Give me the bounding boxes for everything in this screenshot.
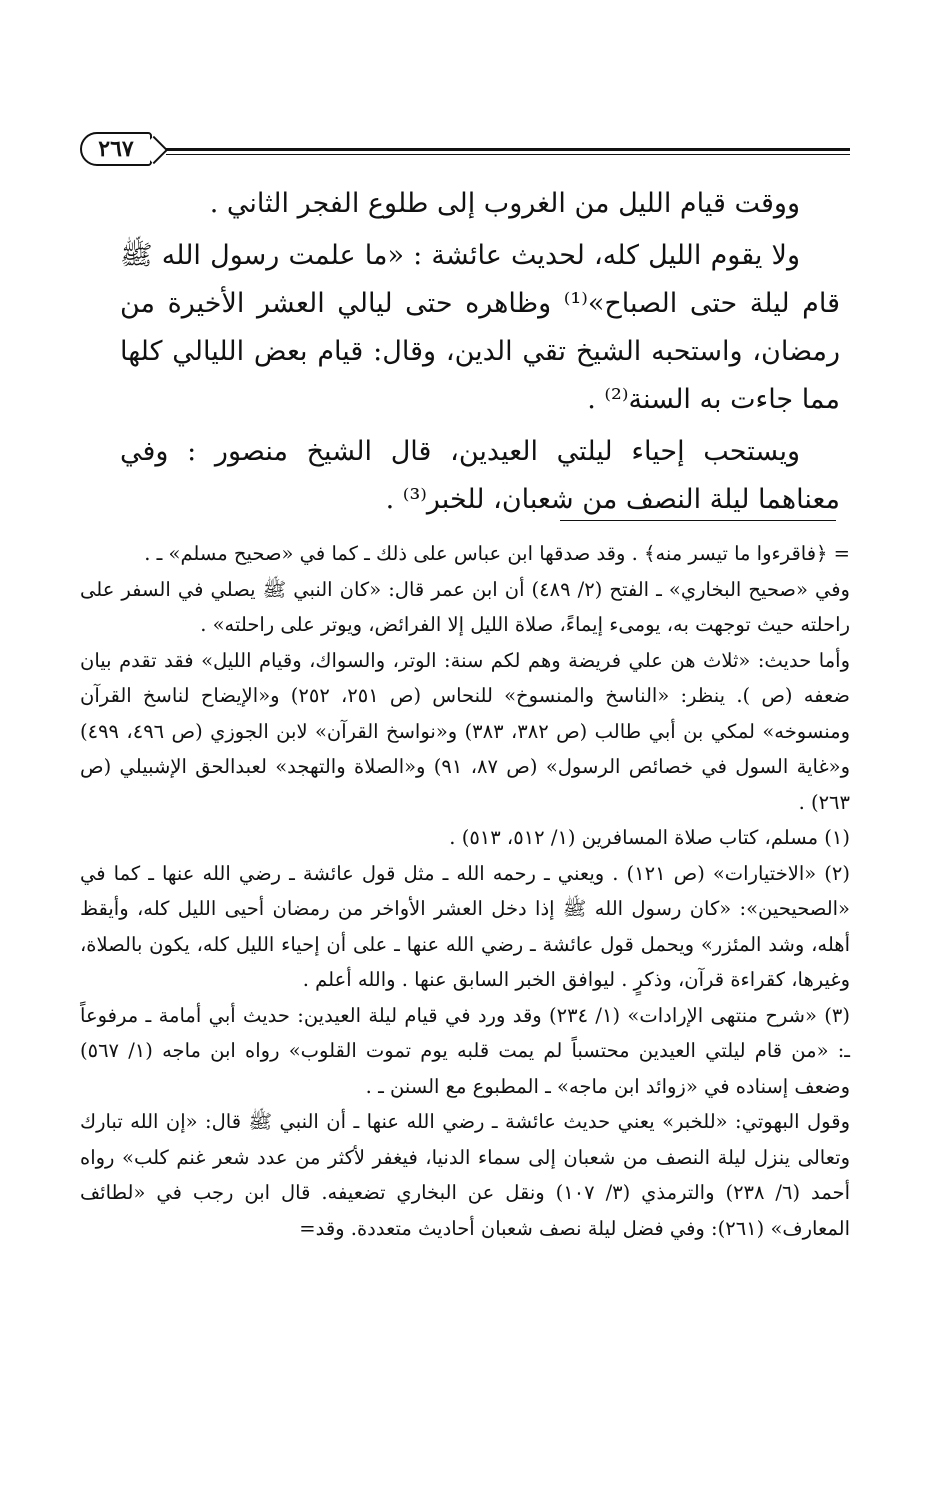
footnote-3: (٣) «شرح منتهى الإرادات» (١/ ٢٣٤) وقد ورد في قيام ليلة العيدين: حديث أبي أمامة ـ مرفوعاً ـ: «من قام ليلتي العيدين محتسباً لم يمت قلبه يوم تموت القلوب» رواه ابن ماجه (١/ ٥٦٧) وضعف إسناده في «زوائد ابن ماجه» ـ المطبوع مع السنن ـ . xyxy=(80,1003,850,1098)
footnotes xyxy=(80,536,850,1246)
main-text xyxy=(120,180,840,528)
main-paragraph: ووقت قيام الليل من الغروب إلى طلوع الفجر الثاني . xyxy=(209,188,800,219)
header-rule xyxy=(166,148,850,151)
page-number: ٢٦٧ xyxy=(80,132,152,166)
main-paragraph: ويستحب إحياء ليلتي العيدين، قال الشيخ منصور : وفي معناهما ليلة النصف من شعبان، للخبر⁽³⁾ . xyxy=(120,436,840,515)
footnote-separator xyxy=(560,520,836,521)
footnote-continuation: = ﴿فاقرءوا ما تيسر منه﴾ . وقد صدقها ابن عباس على ذلك ـ كما في «صحيح مسلم» ـ . xyxy=(144,542,850,565)
footnote-1: (١) مسلم، كتاب صلاة المسافرين (١/ ٥١٢، ٥١٣) . xyxy=(449,826,850,849)
page-header xyxy=(80,132,850,168)
footnote-paragraph: وفي «صحيح البخاري» ـ الفتح (٢/ ٤٨٩) أن ابن عمر قال: «كان النبي ﷺ يصلي في السفر على راحلته حيث توجهت به، يومىء إيماءً، صلاة الليل إلا الفرائض، ويوتر على راحلته» . xyxy=(80,577,850,636)
footnote-2: (٢) «الاختيارات» (ص ١٢١) . ويعني ـ رحمه الله ـ مثل قول عائشة ـ رضي الله عنها ـ كما في «الصحيحين»: «كان رسول الله ﷺ إذا دخل العشر الأواخر من رمضان أحيى الليل كله، وأيقظ أهله، وشد المئزر» ويحمل قول عائشة ـ رضي الله عنها ـ على أن إحياء الليل كله، يكون بالصلاة، وغيرها، كقراءة قرآن، وذكرٍ . ليوافق الخبر السابق عنها . والله أعلم . xyxy=(80,861,850,991)
footnote-paragraph: وأما حديث: «ثلاث هن علي فريضة وهم لكم سنة: الوتر، والسواك، وقيام الليل» فقد تقدم بيان ضعفه (ص ). ينظر: «الناسخ والمنسوخ» للنحاس (ص ٢٥١، ٢٥٢) و«الإيضاح لناسخ القرآن ومنسوخه» لمكي بن أبي طالب (ص ٣٨٢، ٣٨٣) و«نواسخ القرآن» لابن الجوزي (ص ٤٩٦، ٤٩٩) و«غاية السول في خصائص الرسول» (ص ٨٧، ٩١) و«الصلاة والتهجد» لعبدالحق الإشبيلي (ص ٢٦٣) . xyxy=(80,648,851,814)
header-rule-thin xyxy=(166,154,850,155)
main-paragraph: ولا يقوم الليل كله، لحديث عائشة : «ما علمت رسول الله ﷺ قام ليلة حتى الصباح»⁽¹⁾ وظاهره حتى ليالي العشر الأخيرة من رمضان، واستحبه الشيخ تقي الدين، وقال: قيام بعض الليالي كلها مما جاءت به السنة⁽²⁾ . xyxy=(120,240,841,415)
footnote-paragraph: وقول البهوتي: «للخبر» يعني حديث عائشة ـ رضي الله عنها ـ أن النبي ﷺ قال: «إن الله تبارك وتعالى ينزل ليلة النصف من شعبان إلى سماء الدنيا، فيغفر لأكثر من عدد شعر غنم كلب» رواه أحمد (٦/ ٢٣٨) والترمذي (٣/ ١٠٧) ونقل عن البخاري تضعيفه. قال ابن رجب في «لطائف المعارف» (٢٦١): وفي فضل ليلة نصف شعبان أحاديث متعددة. وقد= xyxy=(80,1110,850,1240)
